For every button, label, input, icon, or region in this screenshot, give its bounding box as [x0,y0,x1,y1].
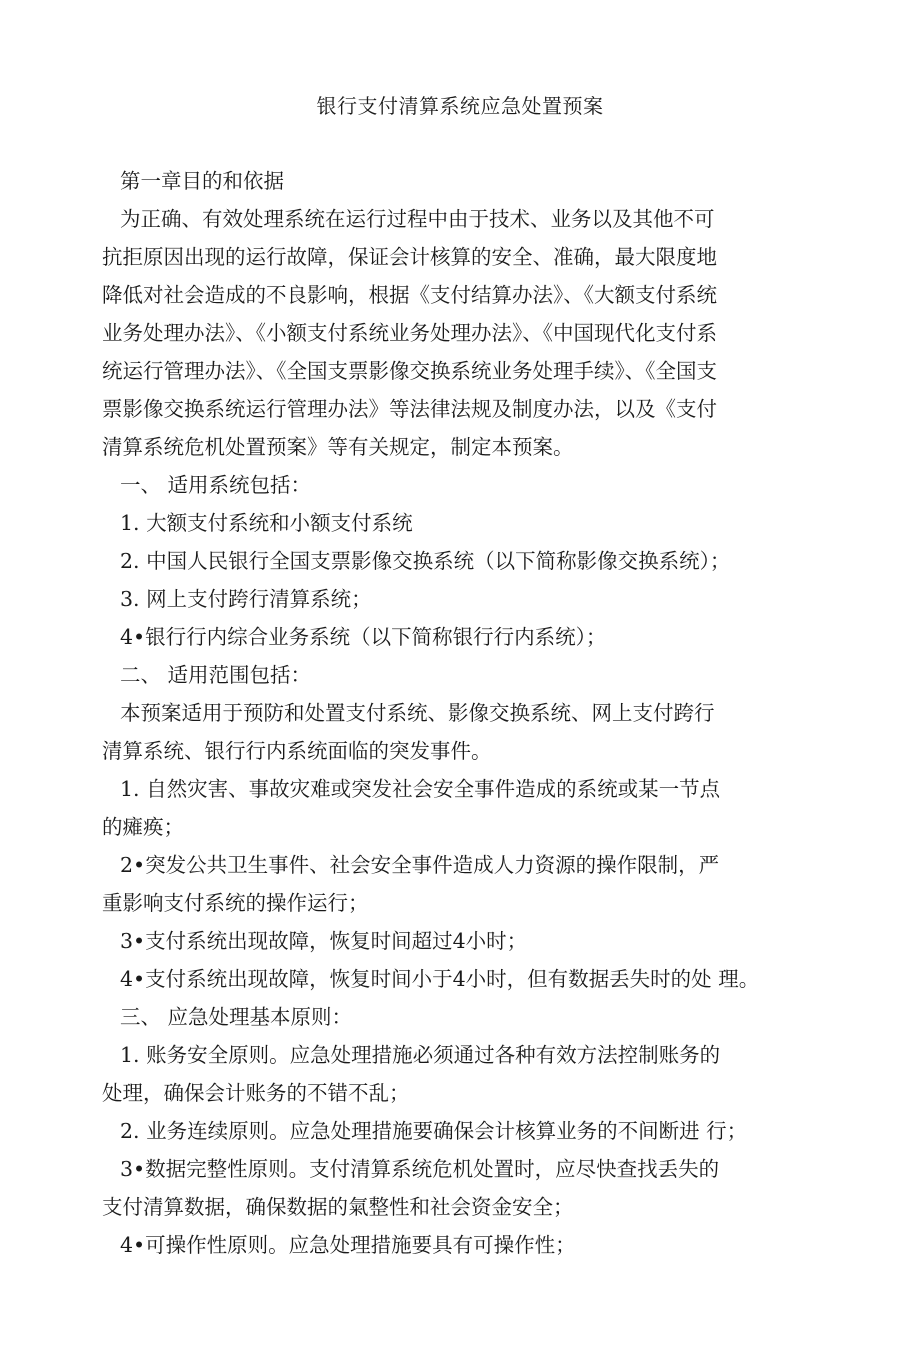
list-item: 4•银行行内综合业务系统（以下简称银行行内系统）； [120,625,607,649]
scope-item-line: 4•支付系统出现故障，恢复时间小于4小时，但有数据丢失时的处 理。 [120,967,760,991]
scope-item-line: 3•支付系统出现故障，恢复时间超过4小时； [120,929,528,953]
purpose-paragraph-line: 清算系统危机处置预案》等有关规定，制定本预案。 [102,435,574,459]
section-heading-applicable-systems: 一、 适用系统包括： [120,473,312,497]
scope-paragraph-line: 清算系统、银行行内系统面临的突发事件。 [102,739,492,763]
purpose-paragraph-line: 抗拒原因出现的运行故障，保证会计核算的安全、准确，最大限度地 [102,245,717,269]
principle-line: 支付清算数据，确保数据的氣整性和社会资金安全； [102,1195,574,1219]
purpose-paragraph-line: 为正确、有效处理系统在运行过程中由于技术、业务以及其他不可 [120,207,715,231]
list-item: 1. 大额支付系统和小额支付系统 [120,511,413,535]
principle-line: 3•数据完整性原则。支付清算系统危机处置时，应尽快查找丢失的 [120,1157,720,1181]
principle-line: 2. 业务连续原则。应急处理措施要确保会计核算业务的不间断进 行； [120,1119,748,1143]
list-item: 2. 中国人民银行全国支票影像交换系统（以下简称影像交换系统）； [120,549,731,573]
scope-item-line: 重影响支付系统的操作运行； [102,891,369,915]
scope-item-line: 1. 自然灾害、事故灾难或突发社会安全事件造成的系统或某一节点 [120,777,721,801]
purpose-paragraph-line: 降低对社会造成的不良影响，根据《支付结算办法》、《大额支付系统 [102,283,717,307]
scope-item-line: 的瘫痪； [102,815,184,839]
list-item: 3. 网上支付跨行清算系统； [120,587,372,611]
purpose-paragraph-line: 票影像交换系统运行管理办法》等法律法规及制度办法，以及《支付 [102,397,717,421]
purpose-paragraph-line: 统运行管理办法》、《全国支票影像交换系统业务处理手续》、《全国支 [102,359,717,383]
scope-item-line: 2•突发公共卫生事件、社会安全事件造成人力资源的操作限制，严 [120,853,720,877]
purpose-paragraph-line: 业务处理办法》、《小额支付系统业务处理办法》、《中国现代化支付系 [102,321,717,345]
chapter-heading: 第一章目的和依据 [120,169,284,193]
section-heading-principles: 三、 应急处理基本原则： [120,1005,353,1029]
principle-line: 1. 账务安全原则。应急处理措施必须通过各种有效方法控制账务的 [120,1043,721,1067]
principle-line: 4•可操作性原则。应急处理措施要具有可操作性； [120,1233,576,1257]
section-heading-scope: 二、 适用范围包括： [120,663,312,687]
principle-line: 处理，确保会计账务的不错不乱； [102,1081,410,1105]
scope-paragraph-line: 本预案适用于预防和处置支付系统、影像交换系统、网上支付跨行 [120,701,715,725]
document-title: 银行支付清算系统应急处置预案 [316,94,604,118]
